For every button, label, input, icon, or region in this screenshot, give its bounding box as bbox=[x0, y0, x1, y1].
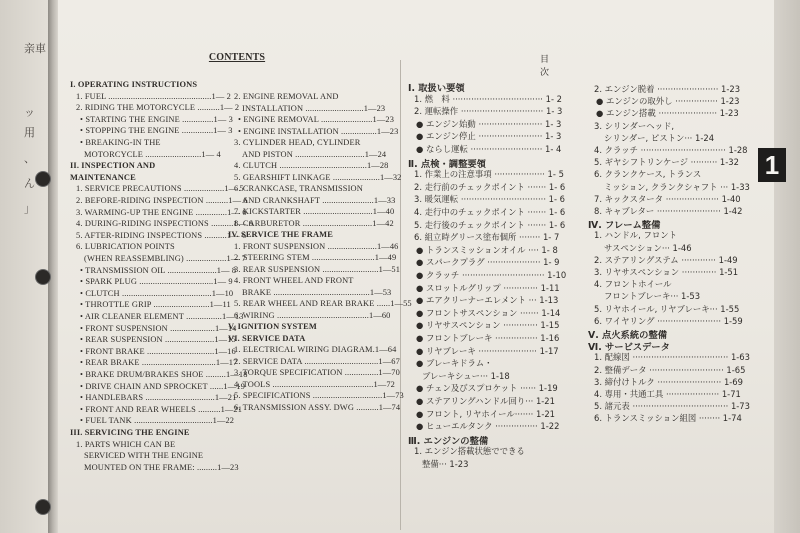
toc-entry: ● フロントブレーキ ················ 1-16 bbox=[416, 333, 560, 343]
toc-entry: 4. DURING-RIDING INSPECTIONS ..........1— 6 bbox=[76, 219, 253, 229]
toc-entry: 1. ハンドル, フロント bbox=[594, 230, 677, 241]
toc-entry: 3. CYLINDER HEAD, CYLINDER bbox=[234, 138, 361, 147]
toc-entry: 1. エンジン搭載状態でできる bbox=[414, 446, 525, 457]
toc-entry: • STARTING THE ENGINE ..............1— 3 bbox=[80, 114, 233, 124]
toc-entry: ● フロントサスペンション ······· 1-14 bbox=[416, 307, 561, 318]
toc-section-heading: III. SERVICING THE ENGINE bbox=[70, 428, 190, 437]
toc-entry: • FRONT BRAKE ..............................1—16 bbox=[80, 346, 236, 356]
toc-entry: フロントブレーキ··· 1-53 bbox=[604, 291, 701, 302]
toc-section-heading: Ⅱ. 点検・調整要領 bbox=[408, 158, 486, 170]
toc-entry: ● ヒューエルタンク ················ 1-22 bbox=[416, 421, 560, 432]
toc-entry: ミッション, クランクシャフト ··· 1-33 bbox=[604, 181, 750, 192]
toc-entry: 2. 走行前のチェックポイント ······· 1- 6 bbox=[414, 181, 566, 192]
toc-entry: • BREAKING-IN THE bbox=[80, 138, 161, 147]
toc-entry: 2. RIDING THE MOTORCYCLE ..........1— 2 bbox=[76, 103, 240, 113]
toc-entry: 3. リヤサスペンション ············· 1-51 bbox=[594, 267, 739, 277]
toc-entry: ● ならし運転 ··························· 1- 4 bbox=[416, 144, 562, 154]
toc-entry: 4. 専用・共通工具 ···················· 1-71 bbox=[594, 389, 741, 399]
toc-entry: 5. リヤホイール, リヤブレーキ··· 1-55 bbox=[594, 303, 740, 314]
toc-entry: ● トランスミッションオイル ···· 1- 8 bbox=[416, 244, 558, 255]
left-fragment: 」 bbox=[24, 203, 35, 215]
toc-entry: ● リヤサスペンション ············· 1-15 bbox=[416, 320, 560, 331]
toc-entry: 4. CLUTCH .......................................1—28 bbox=[234, 161, 389, 170]
toc-entry: 3. TORQUE SPECIFICATION ...............1—70 bbox=[234, 368, 400, 377]
toc-entry: 5. GEARSHIFT LINKAGE .....................1—32 bbox=[234, 172, 402, 182]
toc-entry: 1. SERVICE PRECAUTIONS ..................1— 5 bbox=[76, 184, 244, 194]
toc-entry: 6. 組立時グリース塗布個所 ········ 1- 7 bbox=[414, 232, 560, 243]
toc-entry: 1. 配線図 ···································· 1-63 bbox=[594, 352, 750, 363]
toc-entry: • AIR CLEANER ELEMENT ................1—13 bbox=[80, 312, 244, 321]
toc-section-heading: Ⅴ. 点火系統の整備 bbox=[588, 330, 668, 341]
page-stack-edge bbox=[774, 0, 800, 533]
toc-entry: 2. STEERING STEM ............................1—49 bbox=[234, 253, 397, 262]
toc-entry: • FUEL TANK ...................................1—22 bbox=[80, 416, 235, 426]
toc-entry: ● フロント, リヤホイール······· 1-21 bbox=[416, 408, 556, 419]
toc-section-heading: II. INSPECTION AND bbox=[70, 161, 156, 171]
contents-title: CONTENTS bbox=[208, 52, 266, 63]
toc-entry: 6. WIRING .........................................1—60 bbox=[234, 310, 391, 320]
toc-entry: 整備··· 1-23 bbox=[422, 459, 469, 469]
toc-entry: ● エンジン始動 ························ 1- 3 bbox=[416, 118, 562, 129]
toc-entry: 4. フロントホイール bbox=[594, 279, 672, 290]
toc-entry: INSTALLATION ..........................1—23 bbox=[242, 103, 386, 113]
toc-entry: AND PISTON ...............................1—24 bbox=[242, 149, 387, 159]
toc-entry: ● クラッチ ······························· 1-10 bbox=[416, 270, 567, 280]
toc-entry: ● スパークプラグ ···················· 1- 9 bbox=[416, 257, 560, 268]
toc-entry: • THROTTLE GRIP .........................1—11 bbox=[80, 300, 231, 310]
column-divider bbox=[400, 60, 401, 530]
toc-section-heading: VI. SERVICE DATA bbox=[228, 333, 306, 343]
toc-entry: 1. FUEL ..............................................1— 2 bbox=[76, 91, 231, 101]
toc-entry: 3. WARMING-UP THE ENGINE ..............1— 6 bbox=[76, 207, 247, 217]
toc-entry: 6. ワイヤリング ························ 1-59 bbox=[594, 315, 743, 326]
toc-entry: 2. ステアリングステム ············· 1-49 bbox=[594, 254, 738, 265]
toc-entry: 5. 走行後のチェックポイント ······· 1- 6 bbox=[414, 219, 566, 230]
section-tab: 1 bbox=[758, 148, 786, 182]
toc-entry: 2. ENGINE REMOVAL AND bbox=[234, 92, 339, 101]
toc-entry: ● リヤブレーキ ······················ 1-17 bbox=[416, 345, 559, 356]
toc-entry: • REAR BRAKE .................................1—17 bbox=[80, 358, 238, 368]
toc-entry: • SPARK PLUG .................................1— 9 bbox=[80, 277, 233, 287]
toc-entry: • TRANSMISSION OIL ......................1— 8 bbox=[80, 265, 237, 275]
toc-entry: 1. ELECTRICAL WIRING DIAGRAM.1—64 bbox=[234, 345, 397, 354]
toc-entry: ● エンジン停止 ························ 1- 3 bbox=[416, 131, 562, 142]
toc-entry: • ENGINE REMOVAL .......................1—23 bbox=[238, 115, 395, 124]
toc-entry: ブレーキシュー··· 1-18 bbox=[422, 370, 510, 381]
toc-entry: ● エンジン搭載 ······················ 1-23 bbox=[596, 108, 739, 119]
toc-entry: 1. PARTS WHICH CAN BE bbox=[76, 439, 176, 449]
toc-section-heading: Ⅰ. 取扱い要領 bbox=[408, 83, 465, 94]
left-fragment: 用 bbox=[24, 127, 35, 139]
toc-entry: 2. SERVICE DATA .................................1—67 bbox=[234, 356, 400, 366]
toc-entry: • ENGINE INSTALLATION ................1—23 bbox=[238, 126, 399, 136]
left-fragment: 、 bbox=[24, 153, 35, 165]
toc-entry: 8. キャブレター ························ 1-42 bbox=[594, 206, 743, 216]
toc-entry: 3. REAR SUSPENSION .........................1—51 bbox=[234, 264, 401, 274]
toc-entry: 3. 暖気運転 ································ 1- 6 bbox=[414, 194, 566, 205]
toc-entry: サスペンション··· 1-46 bbox=[604, 242, 692, 253]
toc-section-heading: Ⅳ. フレーム整備 bbox=[588, 220, 661, 232]
toc-entry: ● エアクリーナーエレメント ··· 1-13 bbox=[416, 295, 559, 306]
toc-entry: シリンダー, ピストン··· 1-24 bbox=[604, 132, 715, 143]
left-page-edge bbox=[0, 0, 52, 533]
toc-entry: 1. 作業上の注意事項 ··················· 1- 5 bbox=[414, 169, 564, 180]
toc-entry: SERVICED WITH THE ENGINE bbox=[84, 451, 204, 461]
toc-entry: 4. FRONT WHEEL AND FRONT bbox=[234, 276, 354, 285]
toc-entry: 2. BEFORE-RIDING INSPECTION ..........1— 6 bbox=[76, 196, 248, 205]
toc-entry: 7. キックスタータ ···················· 1-40 bbox=[594, 193, 741, 204]
toc-section-heading: V. IGNITION SYSTEM bbox=[228, 322, 317, 331]
toc-entry: ● スロットルグリップ ············· 1-11 bbox=[416, 282, 560, 293]
toc-entry: 1. FRONT SUSPENSION ......................1—46 bbox=[234, 241, 399, 251]
jp-contents-title: 目 次 bbox=[540, 55, 639, 78]
toc-entry: 4. 走行中のチェックポイント ······· 1- 6 bbox=[414, 207, 566, 217]
toc-entry: 6. トランスミッション組図 ········ 1-74 bbox=[594, 413, 742, 424]
toc-section-heading: I. OPERATING INSTRUCTIONS bbox=[70, 80, 198, 89]
toc-entry: 6. CRANKCASE, TRANSMISSION bbox=[234, 184, 363, 193]
binder-hole bbox=[36, 172, 50, 186]
toc-entry: 3. 締付けトルク ························ 1-69 bbox=[594, 376, 743, 387]
toc-entry: • FRONT SUSPENSION ....................1—14 bbox=[80, 323, 237, 333]
toc-entry: 5. REAR WHEEL AND REAR BRAKE ......1—55 bbox=[234, 299, 412, 308]
toc-section-heading: Ⅵ. サービスデータ bbox=[588, 342, 670, 354]
toc-entry: BRAKE ...........................................1—53 bbox=[242, 287, 392, 297]
binder-hole bbox=[36, 270, 50, 284]
toc-section-heading: Ⅲ. エンジンの整備 bbox=[408, 435, 489, 447]
toc-entry: MOUNTED ON THE FRAME: .........1—23 bbox=[84, 462, 239, 472]
toc-entry: 1. 燃 料 ·································· 1- 2 bbox=[414, 93, 562, 104]
toc-entry: 8. CARBURETOR ...............................1—42 bbox=[234, 218, 394, 228]
toc-entry: ● エンジンの取外し ················ 1-23 bbox=[596, 96, 740, 107]
toc-entry: 5. SPECIFICATIONS ...............................1—73 bbox=[234, 391, 404, 400]
toc-entry: • STOPPING THE ENGINE ..............1— 3 bbox=[80, 126, 233, 136]
toc-entry: AND CRANKSHAFT .......................1—33 bbox=[242, 195, 396, 205]
left-fragment: 亲車 bbox=[24, 43, 46, 55]
toc-entry: • BRAKE DRUM/BRAKES SHOE .........1—18 bbox=[80, 370, 248, 379]
toc-entry: 2. 整備データ ···························· 1-65 bbox=[594, 364, 746, 375]
toc-entry: 5. 諸元表 ···································· 1-73 bbox=[594, 401, 750, 412]
toc-entry: 2. エンジン脱着 ······················· 1-23 bbox=[594, 84, 741, 94]
left-fragment: ん bbox=[24, 178, 35, 190]
toc-section-heading: MAINTENANCE bbox=[70, 172, 136, 182]
toc-entry: 4. クラッチ ································ 1-28 bbox=[594, 145, 748, 155]
toc-entry: ● ブレーキドラム・ bbox=[416, 358, 493, 369]
toc-entry: 2. 運転操作 ······························· 1- 3 bbox=[414, 106, 563, 117]
toc-entry: • CLUTCH ........................................1—10 bbox=[80, 288, 234, 298]
binder-hole bbox=[36, 500, 50, 514]
toc-entry: 6. クランクケース, トランス bbox=[594, 169, 702, 180]
toc-entry: • FRONT AND REAR WHEELS ..........1—21 bbox=[80, 404, 243, 414]
toc-entry: 5. ギヤシフトリンケージ ·········· 1-32 bbox=[594, 157, 739, 168]
toc-entry: 3. シリンダーヘッド, bbox=[594, 120, 674, 131]
toc-entry: 4. TOOLS .............................................1—72 bbox=[234, 379, 396, 389]
toc-entry: ● ステアリングハンドル回り··· 1-21 bbox=[416, 396, 555, 406]
toc-entry: 6. LUBRICATION POINTS bbox=[76, 242, 175, 252]
toc-entry: 6. TRANSMISSION ASSY. DWG ..........1—74 bbox=[234, 402, 401, 412]
left-fragment: ッ bbox=[24, 107, 35, 119]
toc-entry: • HANDLEBARS ...............................1—21 bbox=[80, 393, 237, 403]
toc-entry: MOTORCYCLE .........................1— 4 bbox=[84, 149, 221, 159]
toc-entry: • REAR SUSPENSION ......................1—15 bbox=[80, 335, 236, 345]
toc-entry: 5. AFTER-RIDING INSPECTIONS ..........1— 6 bbox=[76, 230, 247, 240]
book-binding bbox=[48, 0, 58, 533]
toc-section-heading: IV. SERVICE THE FRAME bbox=[228, 230, 333, 239]
toc-entry: 7. KICKSTARTER ...............................1—40 bbox=[234, 207, 395, 216]
toc-entry: • DRIVE CHAIN AND SPROCKET ......1—19 bbox=[80, 381, 245, 391]
toc-entry: ● チェン及びスプロケット ······ 1-19 bbox=[416, 383, 558, 394]
toc-entry: (WHEN REASSEMBLING) ..................1— 7 bbox=[84, 254, 246, 263]
